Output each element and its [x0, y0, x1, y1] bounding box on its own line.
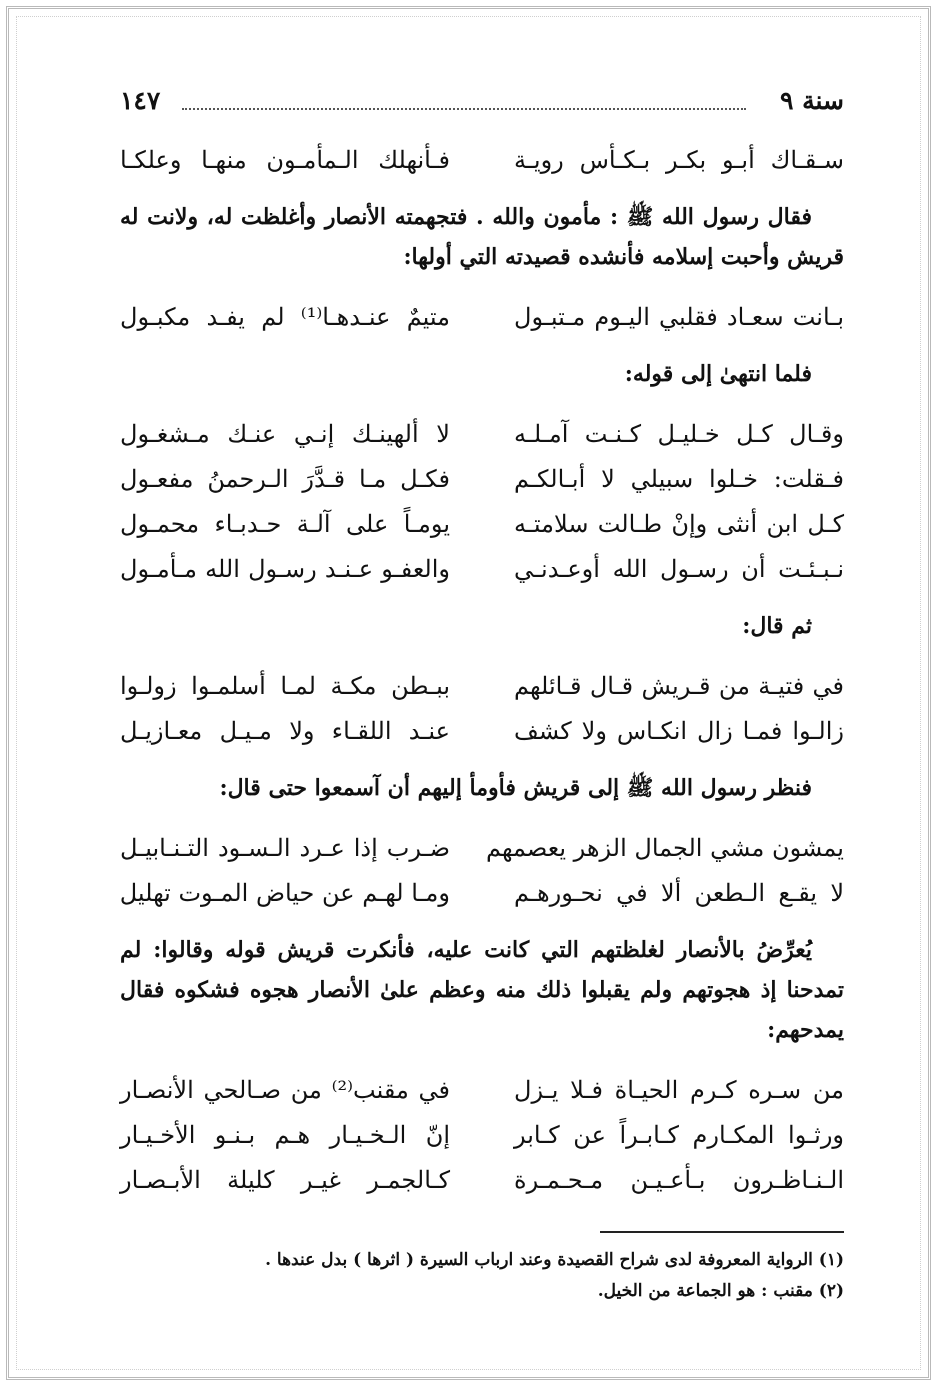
verse-second-hemistich: ومـا لهـم عن حياض المـوت تهليل [119, 879, 450, 907]
verse-line [120, 1068, 844, 1113]
footnote-2: (٢) مقنب : هو الجماعة من الخيل. [597, 1281, 844, 1301]
paragraph-2: فلما انتهىٰ إلى قوله: [624, 361, 812, 387]
verse-first-hemistich: يمشون مشي الجمال الزهر يعصمهم [486, 834, 844, 862]
running-head [120, 86, 844, 120]
verse-second-hemistich: والعفـو عـنـد رسـول الله مـأمـول [120, 555, 450, 583]
verse-line [120, 502, 844, 547]
verse-first-hemistich: فـقلت: خـلوا سبيلي لا أبـالكـم [514, 465, 844, 493]
verse-first-hemistich: لا يقـع الـطعن ألا في نحـورهـم [514, 879, 844, 907]
footnote-1: (١) الرواية المعروفة لدى شراح القصيدة وعند ارباب السيرة ( اثرها ) بدل عندها . [265, 1250, 844, 1270]
verse-line [120, 871, 844, 916]
verse-second-hemistich: ببـطن مكـة لمـا أسلمـوا زولـوا [120, 672, 450, 700]
verse-line [120, 664, 844, 709]
verse-line [120, 547, 844, 592]
verse-first-hemistich: سـقـاك أبـو بكـر بـكـأس رويـة [514, 146, 844, 174]
verse-second-hemistich: عنـد اللقـاء ولا مـيـل معـازيـل [120, 717, 450, 745]
verse-block-4 [120, 664, 844, 754]
verse-line [120, 709, 844, 754]
verse-second-hemistich: ضـرب إذا عـرد الـسـود التـنـابيـل [120, 834, 450, 862]
verse-line [120, 457, 844, 502]
paragraph-4: فنظر رسول الله ﷺ إلى قريش فأومأ إليهم أن آسمعوا حتى قال: [219, 775, 812, 801]
verse-line [120, 1158, 844, 1203]
verse-block-5 [120, 826, 844, 916]
verse-second-hemistich: فكـل مـا قـدَّرَ الـرحمنُ مفعـول [120, 465, 450, 493]
verse-second-hemistich: متيمٌ عنـدهـا⁽¹⁾ لم يفـد مكبـول [120, 303, 451, 331]
verse-first-hemistich: من سـره كـرم الحيـاة فـلا يـزل [514, 1076, 844, 1104]
footnote-separator [600, 1231, 844, 1233]
verse-line [120, 826, 844, 871]
verse-first-hemistich: نـبـئـت أن رسـول الله أوعـدنـي [514, 555, 844, 583]
paragraph-3: ثم قال: [742, 613, 812, 639]
verse-line [120, 412, 844, 457]
page-content [120, 86, 844, 1307]
verse-second-hemistich: لا ألهينـك إنـي عنـك مـشغـول [120, 420, 450, 448]
header-dotted-rule [182, 108, 746, 110]
verse-second-hemistich: كـالجمـر غيـر كليلة الأبـصـار [120, 1166, 450, 1194]
verse-second-hemistich: في مقنب⁽²⁾ من صـالحي الأنصـار [120, 1076, 450, 1104]
verse-first-hemistich: زالـوا فمـا زال انكـاس ولا كشف [514, 717, 844, 745]
page-number: ١٤٧ [120, 86, 161, 115]
verse-second-hemistich: يومـاً على آلـة حـدبـاء محمـول [120, 510, 450, 538]
paragraph-5: يُعرِّضُ بالأنصار لغلظتهم التي كانت عليه، فأنكرت قريش قوله وقالوا: لم تمدحنا إذ هجوتهم ولم يقبلوا ذلك منه وعظم علىٰ الأنصار هجوه فشكوه فقال يمدحهم: [120, 937, 844, 1043]
verse-first-hemistich: الـنـاظـرون بـأعـيـن مـحـمـرة [514, 1166, 844, 1194]
verse-block-2 [120, 295, 844, 340]
verse-second-hemistich: إنّ الـخـيـار هـم بـنـو الأخـيـار [120, 1121, 450, 1149]
verse-line [120, 138, 844, 183]
verse-second-hemistich: فـأنهلك الـمأمـون منهـا وعلكـا [120, 146, 450, 174]
verse-line [120, 1113, 844, 1158]
paragraph-1: فقال رسول الله ﷺ : مأمون والله . فتجهمته الأنصار وأغلظت له، ولانت له قريش وأحبت إسلامه فأنشده قصيدته التي أولها: [120, 204, 844, 270]
verse-first-hemistich: ورثـوا المكـارم كـابـراً عن كـابر [514, 1121, 844, 1149]
section-title: سنة ٩ [779, 86, 844, 115]
verse-line [120, 295, 844, 340]
verse-block-6 [120, 1068, 844, 1203]
verse-block-1 [120, 138, 844, 183]
verse-block-3 [120, 412, 844, 592]
verse-first-hemistich: بـانت سعـاد فقلبي اليـوم مـتبـول [514, 303, 844, 331]
verse-first-hemistich: في فتيـة من قـريش قـال قـائلهم [514, 672, 844, 700]
verse-first-hemistich: كـل ابن أنثى وإنْ طـالت سلامتـه [514, 510, 844, 538]
verse-first-hemistich: وقـال كـل خـليـل كـنـت آمـلـه [514, 420, 844, 448]
